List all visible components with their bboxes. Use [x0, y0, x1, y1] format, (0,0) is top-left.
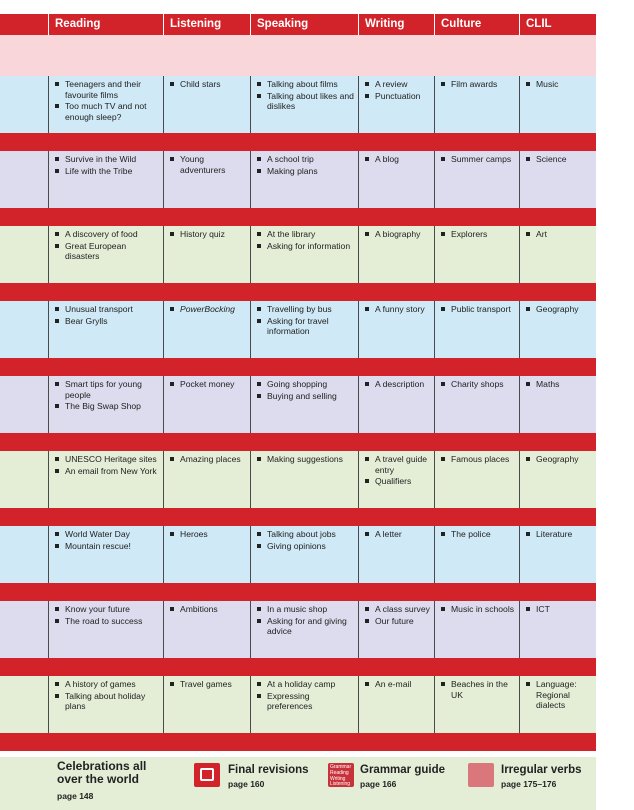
culture-cell	[434, 151, 519, 208]
listening-cell	[163, 601, 250, 658]
list-item: Explorers	[441, 229, 516, 240]
footer-bar	[0, 757, 596, 810]
irregular-verbs-title: Irregular verbs	[501, 764, 582, 776]
clil-cell	[519, 376, 596, 433]
list-item: PowerBocking	[170, 304, 247, 315]
list-item: The police	[441, 529, 516, 540]
unit-cell	[0, 301, 48, 358]
unit-band	[0, 583, 596, 601]
listening-list	[170, 154, 247, 175]
list-item: Maths	[526, 379, 593, 390]
list-item: The Big Swap Shop	[55, 401, 160, 412]
clil-cell	[519, 301, 596, 358]
culture-cell	[434, 76, 519, 133]
list-item: Language: Regional dialects	[526, 679, 593, 711]
list-item: Public transport	[441, 304, 516, 315]
intro-band	[0, 35, 596, 76]
list-item: Too much TV and not enough sleep?	[55, 101, 160, 122]
list-item: Punctuation	[365, 91, 431, 102]
table-row	[0, 226, 596, 283]
list-item: Film awards	[441, 79, 516, 90]
celebrations-title-2: over the world	[57, 772, 140, 786]
unit-band	[0, 283, 596, 301]
list-item: A blog	[365, 154, 431, 165]
list-item: Science	[526, 154, 593, 165]
unit-band	[0, 658, 596, 676]
list-item: Young adventurers	[170, 154, 247, 175]
culture-cell	[434, 451, 519, 508]
culture-list	[441, 154, 516, 165]
speaking-list	[257, 604, 355, 637]
writing-cell	[358, 76, 434, 133]
listening-list	[170, 604, 247, 615]
list-item: ICT	[526, 604, 593, 615]
listening-cell	[163, 676, 250, 733]
list-item: A discovery of food	[55, 229, 160, 240]
speaking-list	[257, 679, 355, 712]
clil-list	[526, 379, 593, 390]
speaking-cell	[250, 676, 358, 733]
listening-cell	[163, 76, 250, 133]
reading-list	[55, 604, 160, 626]
header-writing: Writing	[358, 14, 434, 35]
table-row	[0, 451, 596, 508]
list-item: Going shopping	[257, 379, 355, 390]
unit-cell	[0, 226, 48, 283]
list-item: Ambitions	[170, 604, 247, 615]
clil-cell	[519, 76, 596, 133]
list-item: Famous places	[441, 454, 516, 465]
list-item: Great European disasters	[55, 241, 160, 262]
speaking-cell	[250, 451, 358, 508]
writing-cell	[358, 376, 434, 433]
culture-cell	[434, 301, 519, 358]
list-item: Asking for and giving advice	[257, 616, 355, 637]
writing-cell	[358, 151, 434, 208]
list-item: A description	[365, 379, 431, 390]
list-item: Pocket money	[170, 379, 247, 390]
unit-cell	[0, 451, 48, 508]
reading-list	[55, 379, 160, 412]
final-revisions-section	[228, 763, 309, 789]
speaking-list	[257, 379, 355, 401]
list-item: Charity shops	[441, 379, 516, 390]
list-item: Life with the Tribe	[55, 166, 160, 177]
clil-list	[526, 454, 593, 465]
header-clil: CLIL	[519, 14, 596, 35]
listening-list	[170, 454, 247, 465]
reading-cell	[48, 451, 163, 508]
writing-list	[365, 304, 431, 315]
list-item: Literature	[526, 529, 593, 540]
list-item: A school trip	[257, 154, 355, 165]
listening-cell	[163, 151, 250, 208]
list-item: A biography	[365, 229, 431, 240]
list-item: Our future	[365, 616, 431, 627]
clil-list	[526, 154, 593, 165]
list-item: Buying and selling	[257, 391, 355, 402]
speaking-cell	[250, 151, 358, 208]
speaking-cell	[250, 301, 358, 358]
listening-list	[170, 304, 247, 315]
grammar-guide-section	[360, 763, 445, 789]
table-body	[0, 76, 596, 751]
header-listening: Listening	[163, 14, 250, 35]
writing-cell	[358, 601, 434, 658]
table-row	[0, 301, 596, 358]
list-item: Talking about jobs	[257, 529, 355, 540]
unit-cell	[0, 601, 48, 658]
listening-cell	[163, 451, 250, 508]
grammar-guide-page: page 166	[360, 779, 397, 789]
grammar-icon-word: Reading	[330, 770, 349, 776]
list-item: At the library	[257, 229, 355, 240]
irregular-verbs-page: page 175–176	[501, 779, 557, 789]
list-item: Making plans	[257, 166, 355, 177]
culture-list	[441, 454, 516, 465]
reading-list	[55, 229, 160, 262]
list-item: Geography	[526, 304, 593, 315]
list-item: A history of games	[55, 679, 160, 690]
list-item: Music	[526, 79, 593, 90]
list-item: A funny story	[365, 304, 431, 315]
list-item: An email from New York	[55, 466, 160, 477]
clil-list	[526, 529, 593, 540]
listening-cell	[163, 526, 250, 583]
list-item: UNESCO Heritage sites	[55, 454, 160, 465]
list-item: A letter	[365, 529, 431, 540]
listening-list	[170, 229, 247, 240]
reading-cell	[48, 226, 163, 283]
listening-list	[170, 679, 247, 690]
writing-list	[365, 679, 431, 690]
unit-cell	[0, 676, 48, 733]
clil-cell	[519, 601, 596, 658]
grammar-icon-word: Listening	[330, 781, 351, 787]
speaking-list	[257, 454, 355, 465]
syllabus-table	[0, 14, 596, 751]
list-item: Travel games	[170, 679, 247, 690]
list-item: Talking about likes and dislikes	[257, 91, 355, 112]
writing-list	[365, 229, 431, 240]
reading-cell	[48, 76, 163, 133]
list-item: Child stars	[170, 79, 247, 90]
culture-list	[441, 304, 516, 315]
reading-list	[55, 529, 160, 551]
speaking-list	[257, 529, 355, 551]
grammar-icon-word: Writing	[330, 776, 346, 782]
listening-list	[170, 79, 247, 90]
unit-cell	[0, 526, 48, 583]
table-header	[0, 14, 596, 35]
list-item: Art	[526, 229, 593, 240]
writing-cell	[358, 226, 434, 283]
header-speaking: Speaking	[250, 14, 358, 35]
list-item: In a music shop	[257, 604, 355, 615]
reading-cell	[48, 151, 163, 208]
listening-cell	[163, 226, 250, 283]
list-item: Heroes	[170, 529, 247, 540]
list-item: Qualifiers	[365, 476, 431, 487]
unit-band	[0, 733, 596, 751]
speaking-cell	[250, 526, 358, 583]
culture-list	[441, 229, 516, 240]
list-item: World Water Day	[55, 529, 160, 540]
header-cell	[0, 14, 48, 35]
writing-list	[365, 154, 431, 165]
list-item: Smart tips for young people	[55, 379, 160, 400]
final-revisions-page: page 160	[228, 779, 265, 789]
writing-cell	[358, 676, 434, 733]
listening-list	[170, 529, 247, 540]
list-item: Making suggestions	[257, 454, 355, 465]
clil-cell	[519, 526, 596, 583]
unit-cell	[0, 376, 48, 433]
reading-cell	[48, 376, 163, 433]
speaking-list	[257, 79, 355, 112]
list-item: Asking for information	[257, 241, 355, 252]
writing-list	[365, 379, 431, 390]
clil-list	[526, 229, 593, 240]
reading-list	[55, 454, 160, 476]
writing-cell	[358, 526, 434, 583]
book-icon	[194, 763, 220, 787]
reading-cell	[48, 526, 163, 583]
unit-cell	[0, 151, 48, 208]
culture-list	[441, 379, 516, 390]
culture-list	[441, 604, 516, 615]
grammar-book-icon	[328, 763, 354, 787]
writing-list	[365, 604, 431, 626]
clil-cell	[519, 226, 596, 283]
list-item: Unusual transport	[55, 304, 160, 315]
list-item: Geography	[526, 454, 593, 465]
list-item: Survive in the Wild	[55, 154, 160, 165]
list-item: Talking about films	[257, 79, 355, 90]
unit-band	[0, 433, 596, 451]
header-culture: Culture	[434, 14, 519, 35]
clil-cell	[519, 676, 596, 733]
culture-cell	[434, 226, 519, 283]
writing-list	[365, 454, 431, 487]
table-row	[0, 601, 596, 658]
speaking-list	[257, 304, 355, 337]
writing-list	[365, 529, 431, 540]
list-item: A class survey	[365, 604, 431, 615]
irregular-verbs-icon	[468, 763, 494, 787]
clil-cell	[519, 151, 596, 208]
unit-band	[0, 508, 596, 526]
table-row	[0, 151, 596, 208]
list-item: A review	[365, 79, 431, 90]
list-item: Asking for travel information	[257, 316, 355, 337]
speaking-list	[257, 229, 355, 251]
culture-cell	[434, 526, 519, 583]
list-item: Bear Grylls	[55, 316, 160, 327]
writing-list	[365, 79, 431, 101]
grammar-guide-title: Grammar guide	[360, 764, 445, 776]
list-item: A travel guide entry	[365, 454, 431, 475]
culture-cell	[434, 676, 519, 733]
table-row	[0, 76, 596, 133]
culture-list	[441, 679, 516, 700]
list-item: Teenagers and their favourite films	[55, 79, 160, 100]
list-item: At a holiday camp	[257, 679, 355, 690]
irregular-verbs-section	[501, 763, 582, 789]
reading-cell	[48, 601, 163, 658]
reading-list	[55, 679, 160, 712]
reading-cell	[48, 301, 163, 358]
clil-cell	[519, 451, 596, 508]
list-item: Travelling by bus	[257, 304, 355, 315]
list-item: Talking about holiday plans	[55, 691, 160, 712]
table-row	[0, 376, 596, 433]
speaking-cell	[250, 376, 358, 433]
final-revisions-title: Final revisions	[228, 764, 309, 776]
culture-cell	[434, 601, 519, 658]
list-item: Expressing preferences	[257, 691, 355, 712]
unit-band	[0, 208, 596, 226]
listening-cell	[163, 301, 250, 358]
reading-cell	[48, 676, 163, 733]
unit-cell	[0, 76, 48, 133]
celebrations-title-1: Celebrations all	[57, 759, 147, 773]
speaking-cell	[250, 76, 358, 133]
list-item: Mountain rescue!	[55, 541, 160, 552]
grammar-icon-word: Grammar	[330, 764, 352, 770]
list-item: The road to success	[55, 616, 160, 627]
list-item: Amazing places	[170, 454, 247, 465]
clil-list	[526, 304, 593, 315]
reading-list	[55, 304, 160, 326]
list-item: Beaches in the UK	[441, 679, 516, 700]
clil-list	[526, 679, 593, 711]
list-item: An e-mail	[365, 679, 431, 690]
table-row	[0, 526, 596, 583]
listening-cell	[163, 376, 250, 433]
culture-list	[441, 79, 516, 90]
reading-list	[55, 154, 160, 176]
celebrations-section	[57, 760, 146, 803]
writing-cell	[358, 451, 434, 508]
table-row	[0, 676, 596, 733]
listening-list	[170, 379, 247, 390]
list-item: Summer camps	[441, 154, 516, 165]
header-reading: Reading	[48, 14, 163, 35]
list-item: Music in schools	[441, 604, 516, 615]
culture-list	[441, 529, 516, 540]
list-item: History quiz	[170, 229, 247, 240]
list-item: Know your future	[55, 604, 160, 615]
clil-list	[526, 604, 593, 615]
list-item: Giving opinions	[257, 541, 355, 552]
unit-band	[0, 133, 596, 151]
unit-band	[0, 358, 596, 376]
speaking-list	[257, 154, 355, 176]
speaking-cell	[250, 226, 358, 283]
speaking-cell	[250, 601, 358, 658]
writing-cell	[358, 301, 434, 358]
reading-list	[55, 79, 160, 122]
clil-list	[526, 79, 593, 90]
celebrations-page: page 148	[57, 791, 94, 801]
culture-cell	[434, 376, 519, 433]
